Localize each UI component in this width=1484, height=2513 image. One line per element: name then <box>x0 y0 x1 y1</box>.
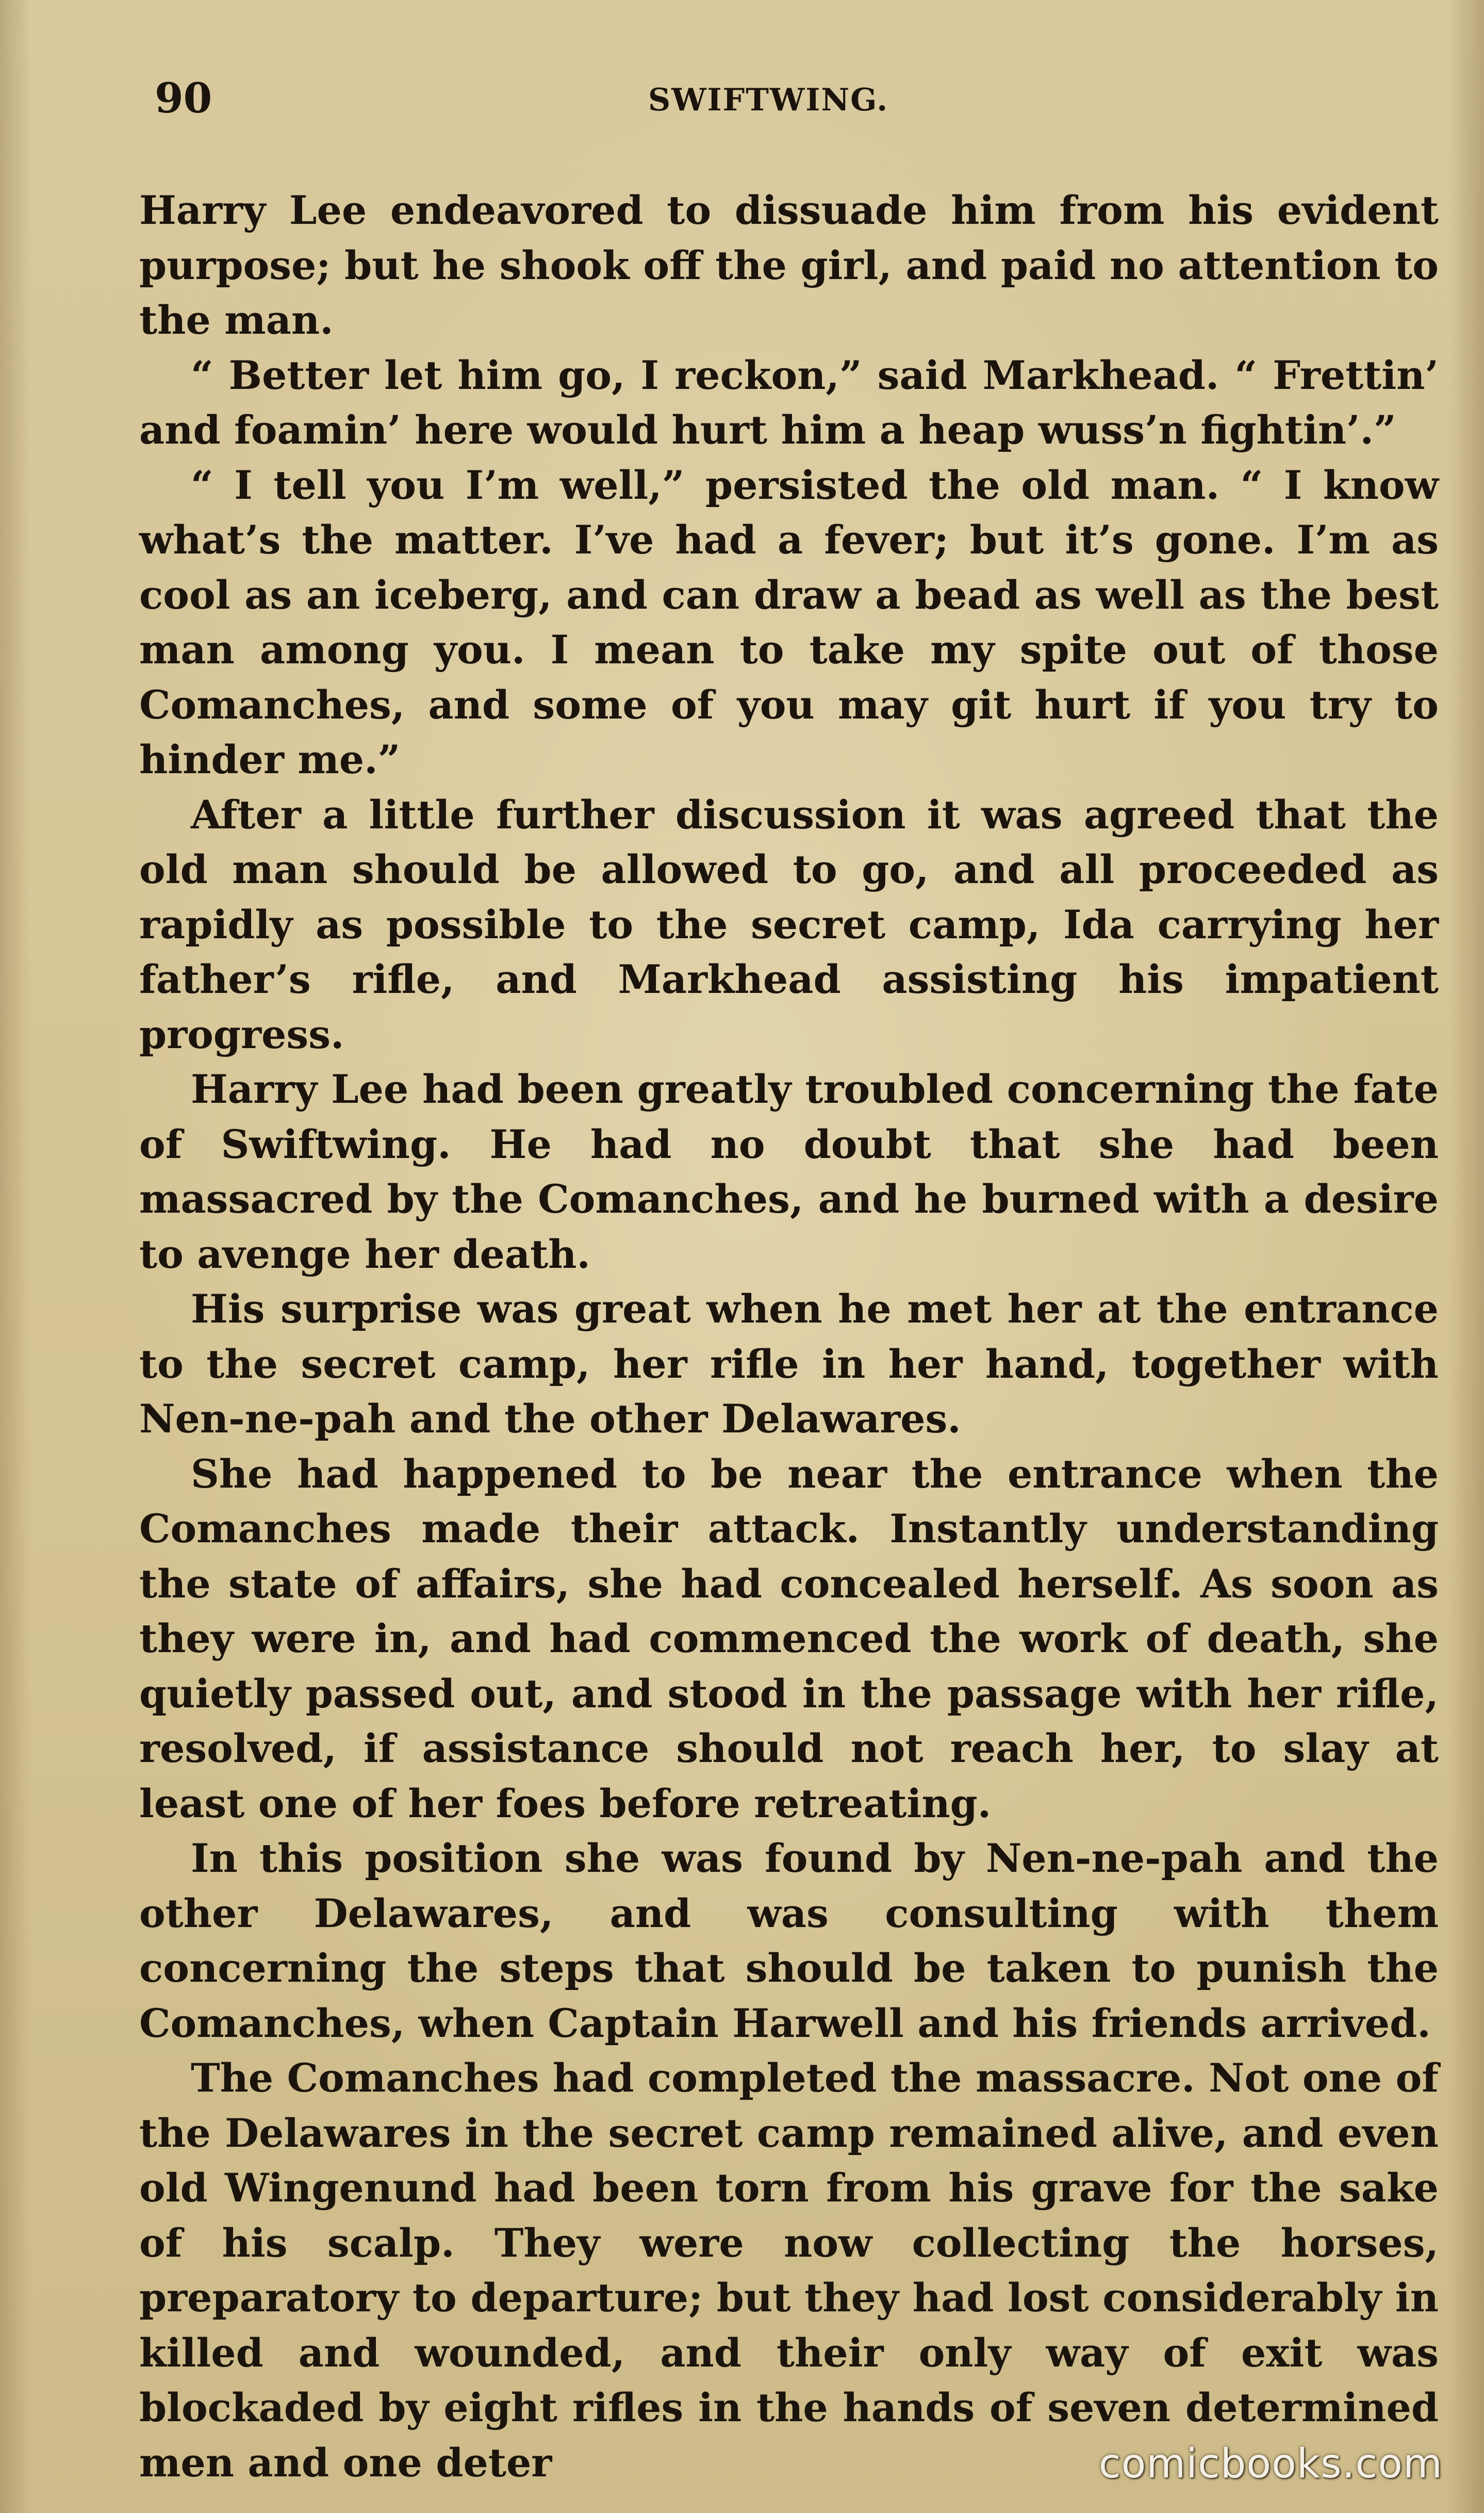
paragraph: His surprise was great when he met her at the entrance to the secret camp, her rifle in her hand, together with Nen-ne-pah and the other Delawares. <box>139 1286 1439 1442</box>
watermark: comicbooks.com <box>1098 2441 1443 2487</box>
paragraph: “ Better let him go, I reckon,” said Markhead. “ Frettin’ and foamin’ here would hurt him a heap wuss’n fightin’.” <box>139 352 1439 453</box>
paragraph: In this position she was found by Nen-ne-pah and the other Delawares, and was consulting with them concerning the steps that should be taken to punish the Comanches, when Captain Harwell and his friends arrived. <box>139 1835 1439 2046</box>
body-text <box>139 183 1439 2490</box>
page-edge-shadow-right <box>1448 0 1484 2513</box>
paragraph: Harry Lee endeavored to dissuade him from his evident purpose; but he shook off the girl, and paid no attention to the man. <box>139 187 1439 343</box>
paragraph: After a little further discussion it was agreed that the old man should be allowed to go, and all proceeded as rapidly as possible to the secret camp, Ida carrying her father’s rifle, and Markhead assisting his impatient progress. <box>139 791 1439 1057</box>
running-title: SWIFTWING. <box>648 82 889 118</box>
page-number: 90 <box>155 74 212 122</box>
paragraph: She had happened to be near the entrance when the Comanches made their attack. Instantly understanding the state of affairs, she had concealed herself. As soon as they were in, and had commenced the work of death, she quietly passed out, and stood in the passage with her rifle, resolved, if assistance should not reach her, to slay at least one of her foes before retreating. <box>139 1450 1439 1826</box>
paragraph: Harry Lee had been greatly troubled concerning the fate of Swiftwing. He had no doubt that she had been massacred by the Comanches, and he burned with a desire to avenge her death. <box>139 1066 1439 1277</box>
running-head <box>155 70 1382 126</box>
paragraph: “ I tell you I’m well,” persisted the old man. “ I know what’s the matter. I’ve had a fever; but it’s gone. I’m as cool as an iceberg, and can draw a bead as well as the best man among you. I mean to take my spite out of those Comanches, and some of you may git hurt if you try to hinder me.” <box>139 462 1439 782</box>
paragraph: The Comanches had completed the massacre. Not one of the Delawares in the secret camp remained alive, and even old Wingenund had been torn from his grave for the sake of his scalp. They were now collecting the horses, preparatory to departure; but they had lost considerably in killed and wounded, and their only way of exit was blockaded by eight rifles in the hands of seven determined men and one deter <box>139 2055 1439 2486</box>
page-edge-shadow-left <box>0 0 31 2513</box>
